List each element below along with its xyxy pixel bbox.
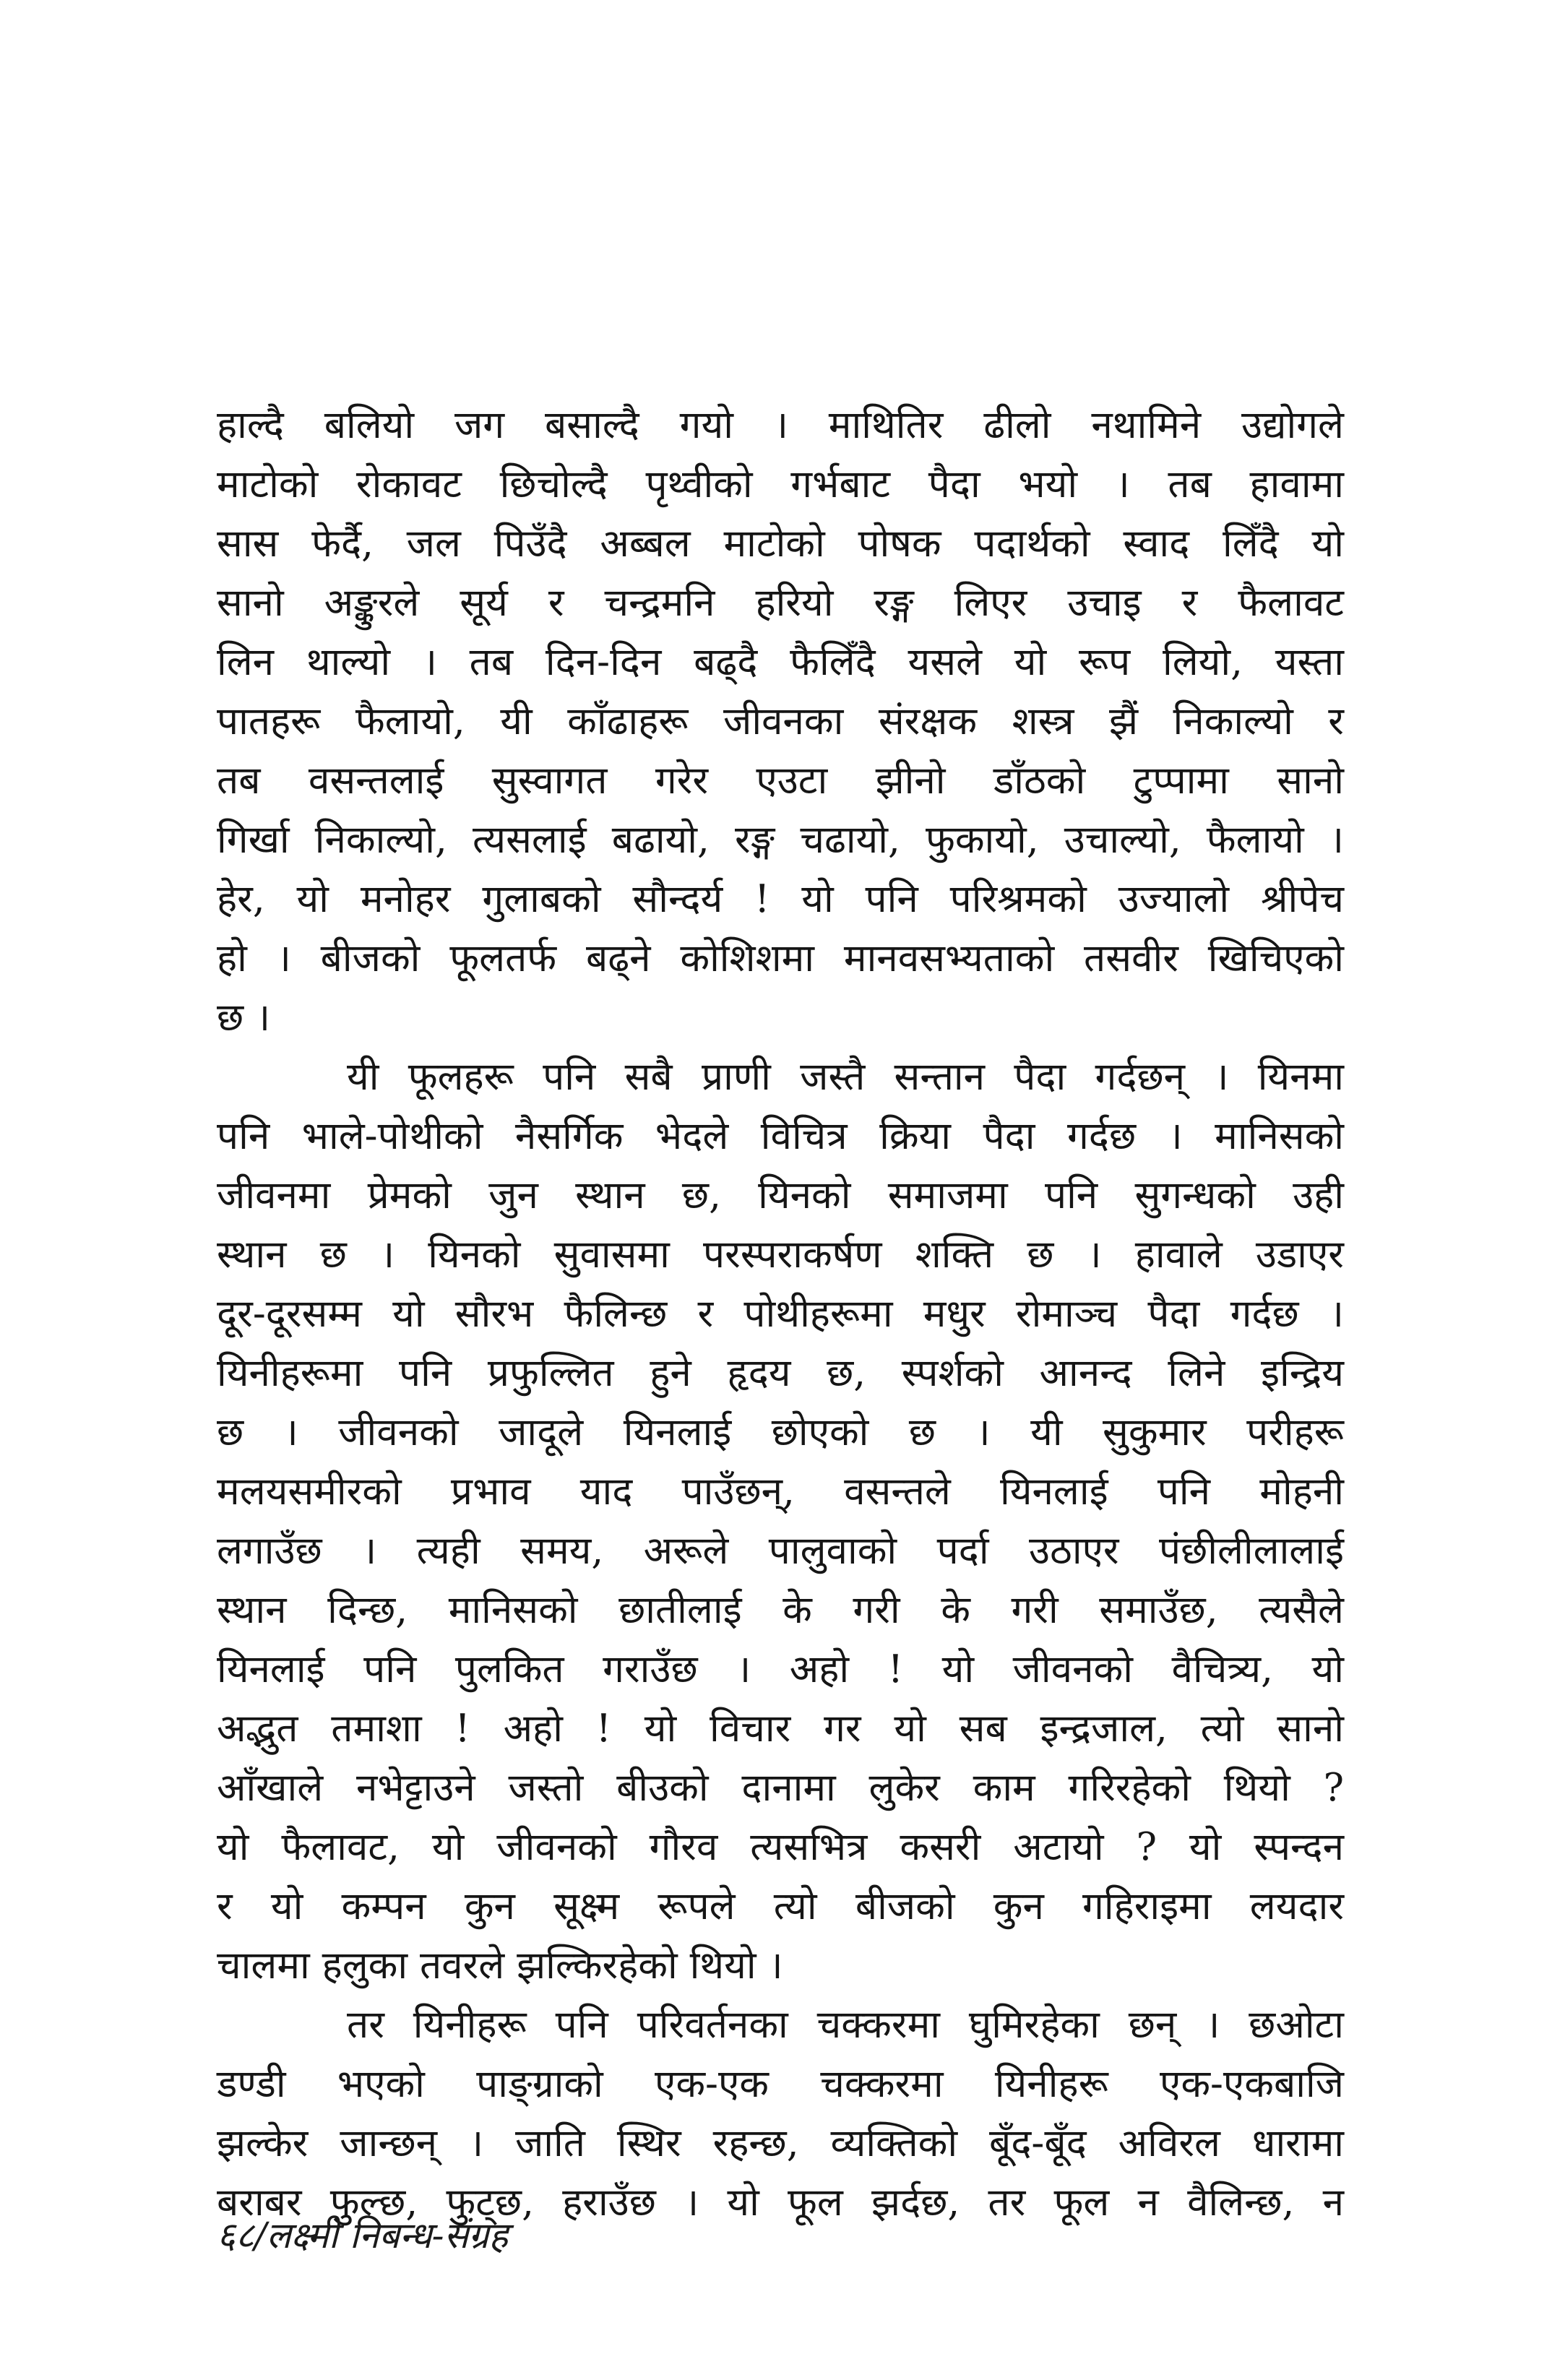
text-line: दूर-दूरसम्म यो सौरभ फैलिन्छ र पोथीहरूमा मधुर रोमाञ्च पैदा गर्दछ । xyxy=(217,1292,1344,1336)
paragraph-first-line: यी फूलहरू पनि सबै प्राणी जस्तै सन्तान पैदा गर्दछन् । यिनमा xyxy=(347,1055,1344,1099)
page-body xyxy=(217,396,1344,2233)
text-line: चालमा हलुका तवरले झल्किरहेको थियो । xyxy=(217,1944,783,1988)
text-line: छ । जीवनको जादूले यिनलाई छोएको छ । यी सुकुमार परीहरू xyxy=(217,1410,1344,1454)
text-line: आँखाले नभेट्टाउने जस्तो बीउको दानामा लुकेर काम गरिरहेको थियो ? xyxy=(217,1766,1344,1810)
text-line: पनि भाले-पोथीको नैसर्गिक भेदले विचित्र क्रिया पैदा गर्दछ । मानिसको xyxy=(217,1114,1344,1158)
text-line: सानो अङ्कुरले सूर्य र चन्द्रमनि हरियो रङ्ग लिएर उचाइ र फैलावट xyxy=(217,581,1344,625)
text-line: बराबर फुल्छ, फुट्छ, हराउँछ । यो फूल झर्दछ, तर फूल न वैलिन्छ, न xyxy=(217,2181,1344,2225)
text-line: स्थान दिन्छ, मानिसको छातीलाई के गरी के गरी समाउँछ, त्यसैले xyxy=(217,1588,1344,1632)
text-line: यिनीहरूमा पनि प्रफुल्लित हुने हृदय छ, स्पर्शको आनन्द लिने इन्द्रिय xyxy=(217,1351,1344,1395)
text-line: हो । बीजको फूलतर्फ बढ्ने कोशिशमा मानवसभ्यताको तसवीर खिचिएको xyxy=(217,936,1344,980)
page-footer: ६८/लक्ष्मी निबन्ध-संग्रह xyxy=(217,2215,509,2256)
text-line: मलयसमीरको प्रभाव याद पाउँछन्, वसन्तले यिनलाई पनि मोहनी xyxy=(217,1470,1344,1514)
text-line: डण्डी भएको पाङ्ग्राको एक-एक चक्करमा यिनीहरू एक-एकबाजि xyxy=(217,2062,1344,2106)
text-line: हेर, यो मनोहर गुलाबको सौन्दर्य ! यो पनि परिश्रमको उज्यालो श्रीपेच xyxy=(217,877,1344,921)
text-line: लगाउँछ । त्यही समय, अरूले पालुवाको पर्दा उठाएर पंछीलीलालाई xyxy=(217,1529,1344,1573)
text-line: यिनलाई पनि पुलकित गराउँछ । अहो ! यो जीवनको वैचित्र्य, यो xyxy=(217,1647,1344,1691)
text-line: हाल्दै बलियो जग बसाल्दै गयो । माथितिर ढीलो नथामिने उद्योगले xyxy=(217,403,1344,447)
text-line: सास फेर्दै, जल पिउँदै अब्बल माटोको पोषक पदार्थको स्वाद लिँदै यो xyxy=(217,522,1344,566)
paragraph-first-line: तर यिनीहरू पनि परिवर्तनका चक्करमा घुमिरहेका छन् । छओटा xyxy=(347,2003,1344,2047)
text-line: गिर्खा निकाल्यो, त्यसलाई बढायो, रङ्ग चढायो, फुकायो, उचाल्यो, फैलायो । xyxy=(217,818,1344,862)
text-line: र यो कम्पन कुन सूक्ष्म रूपले त्यो बीजको कुन गहिराइमा लयदार xyxy=(217,1884,1344,1928)
text-line: तब वसन्तलाई सुस्वागत गरेर एउटा झीनो डाँठको टुप्पामा सानो xyxy=(217,759,1344,803)
text-line: पातहरू फैलायो, यी काँढाहरू जीवनका संरक्षक शस्त्र झैं निकाल्यो र xyxy=(217,699,1344,743)
text-line: झल्केर जान्छन् । जाति स्थिर रहन्छ, व्यक्तिको बूँद-बूँद अविरल धारामा xyxy=(217,2121,1344,2165)
text-line: छ । xyxy=(217,996,271,1040)
text-line: अद्भुत तमाशा ! अहो ! यो विचार गर यो सब इन्द्रजाल, त्यो सानो xyxy=(217,1707,1344,1751)
text-line: जीवनमा प्रेमको जुन स्थान छ, यिनको समाजमा पनि सुगन्धको उही xyxy=(217,1173,1344,1217)
text-line: लिन थाल्यो । तब दिन-दिन बढ्दै फैलिँदै यसले यो रूप लियो, यस्ता xyxy=(217,640,1344,684)
text-line: माटोको रोकावट छिचोल्दै पृथ्वीको गर्भबाट पैदा भयो । तब हावामा xyxy=(217,462,1344,506)
text-line: यो फैलावट, यो जीवनको गौरव त्यसभित्र कसरी अटायो ? यो स्पन्दन xyxy=(217,1825,1344,1869)
text-line: स्थान छ । यिनको सुवासमा परस्पराकर्षण शक्ति छ । हावाले उडाएर xyxy=(217,1233,1344,1277)
